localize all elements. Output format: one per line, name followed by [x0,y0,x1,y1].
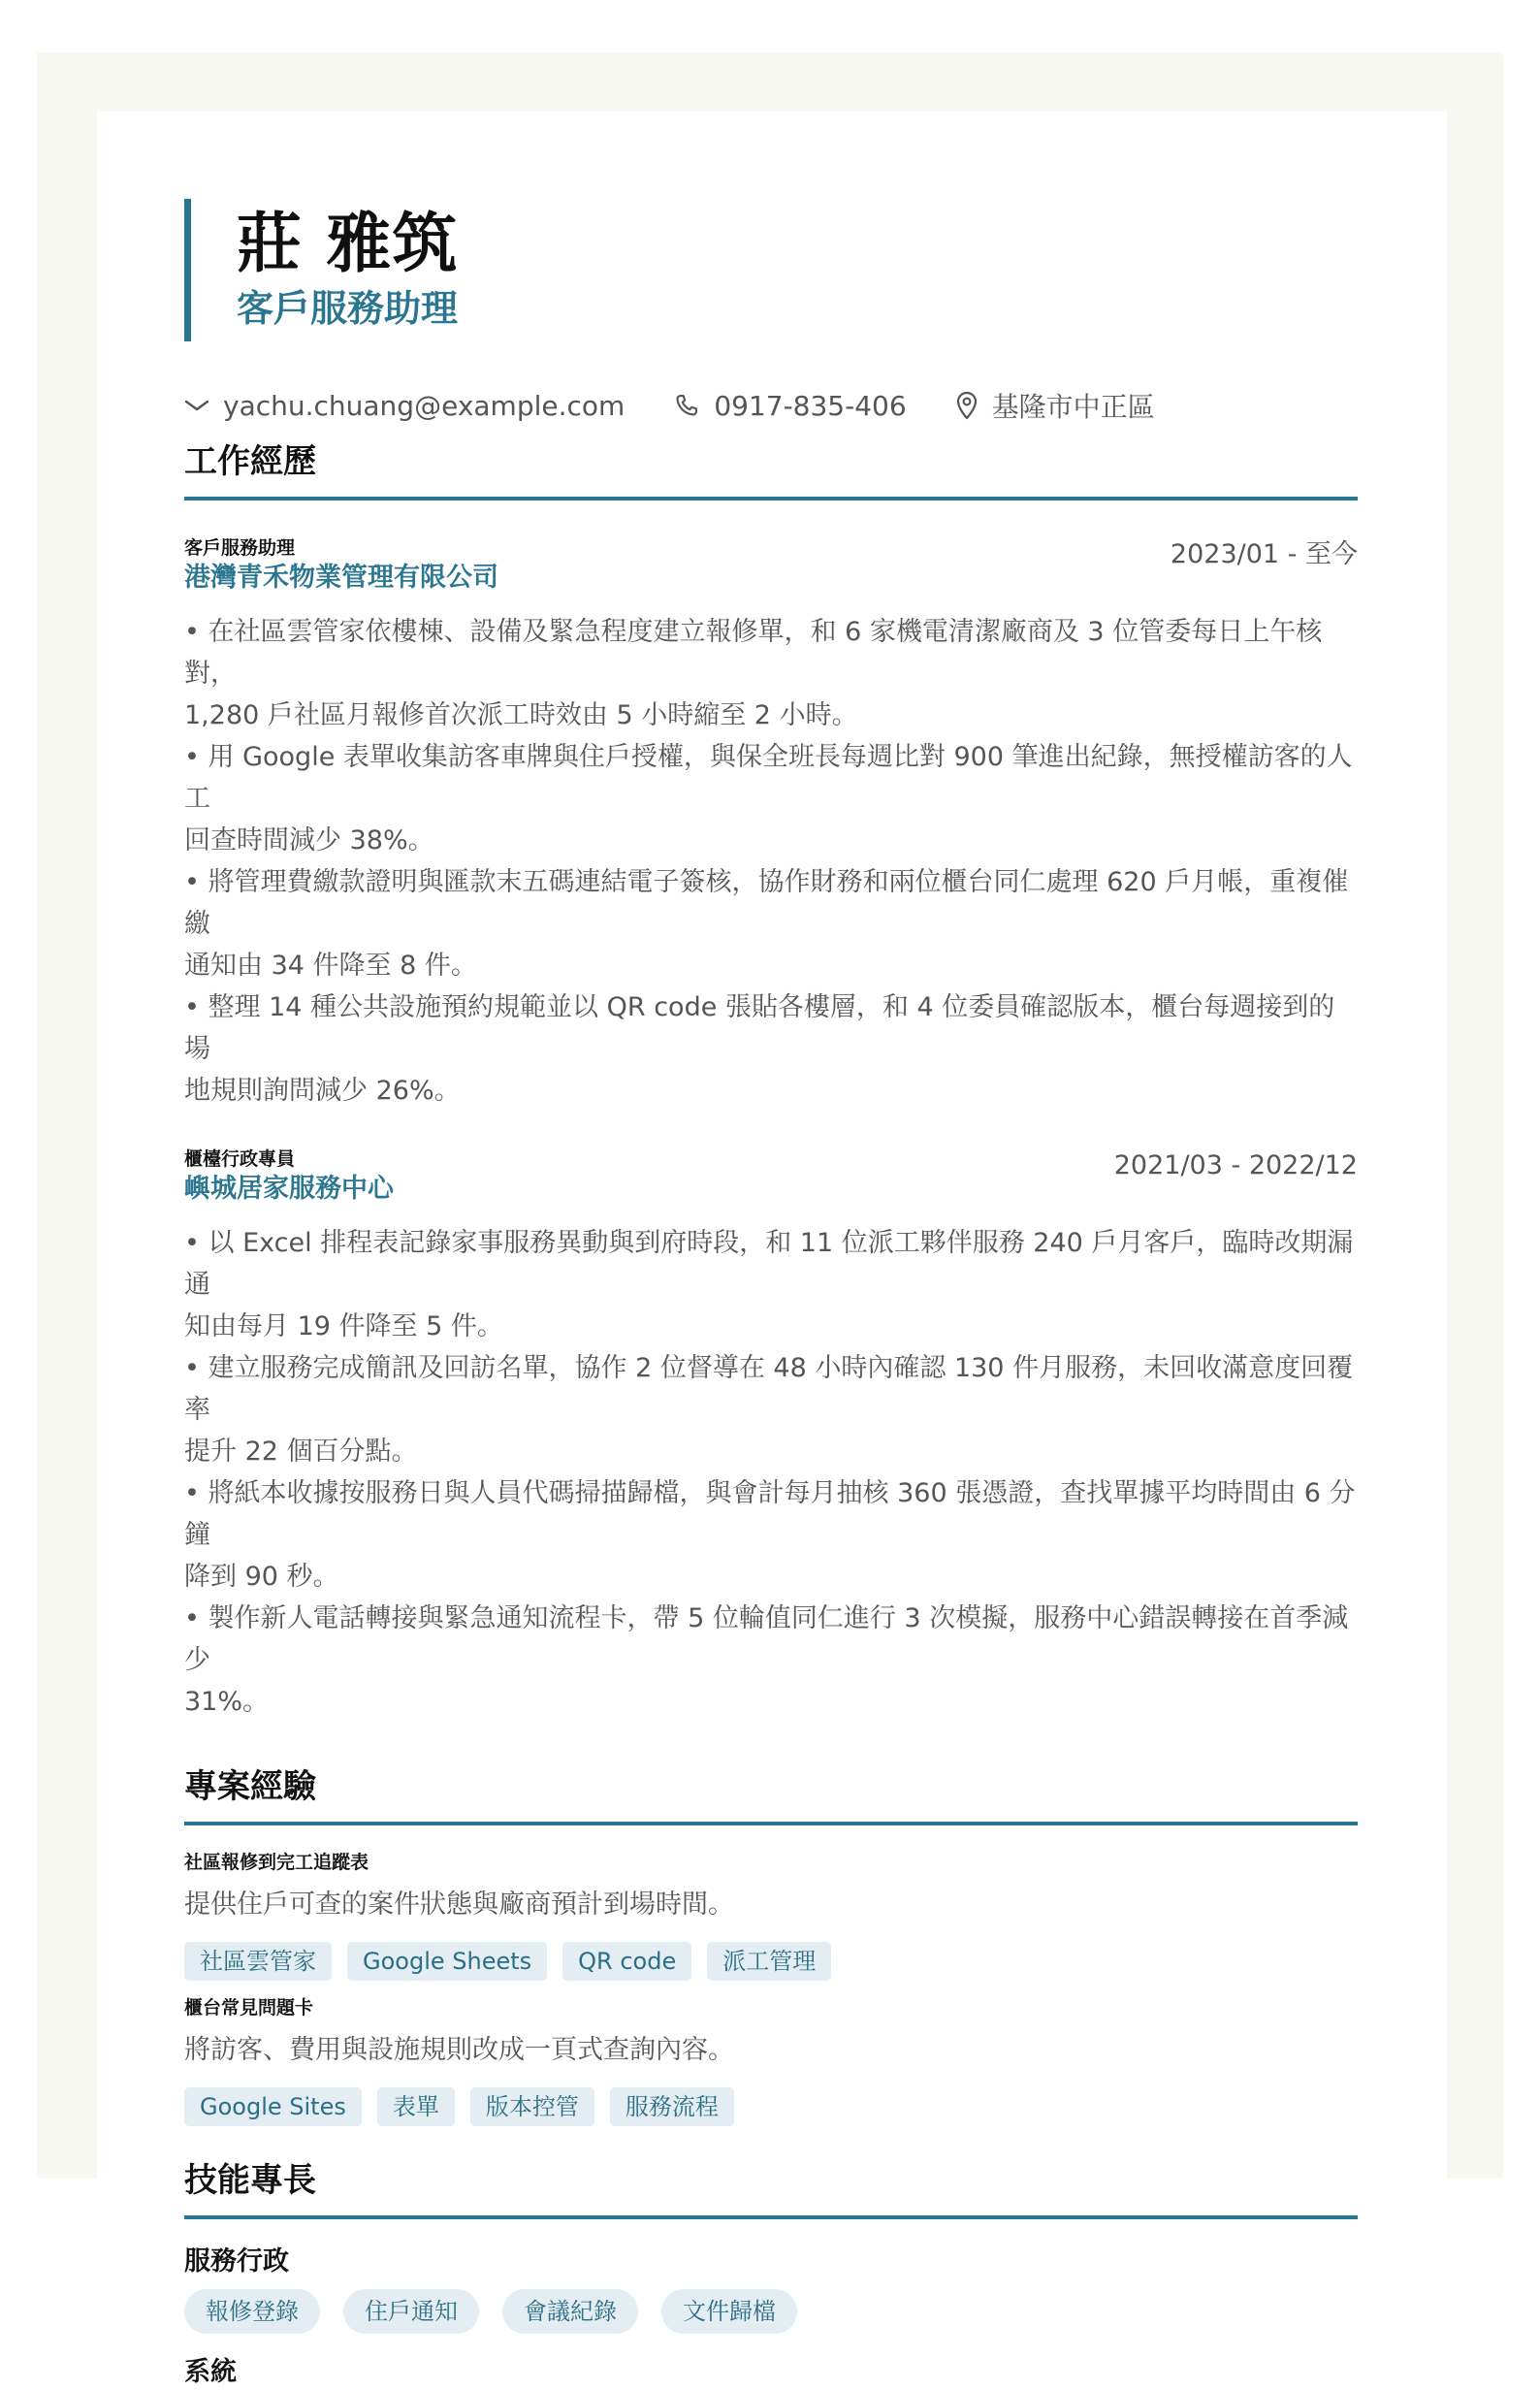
tag: QR code [562,1942,691,1981]
bullet-line: 通知由 34 件降至 8 件。 [184,951,477,981]
tag: 派工管理 [707,1942,831,1981]
skill-pill: 文件歸檔 [661,2289,797,2334]
tag: 表單 [377,2087,455,2126]
project-name: 櫃台常見問題卡 [184,1997,314,2019]
contact-row [184,386,1358,425]
section-title-skills: 技能專長 [184,2159,1358,2219]
job-role: 客戶服務助理 [184,537,296,559]
contact-email[interactable] [184,390,625,422]
email-text: yachu.chuang@example.com [223,389,626,422]
project-tags [184,1942,1358,1981]
project-name: 社區報修到完工追蹤表 [184,1852,369,1873]
resume-content [184,199,1358,2390]
name-block [184,199,1358,341]
tag: 版本控管 [470,2087,594,2126]
skill-group-title: 系統 [184,2357,237,2387]
job-entry [184,535,1358,1112]
job-company: 港灣青禾物業管理有限公司 [184,563,498,593]
bullet-line: • 在社區雲管家依樓棟、設備及緊急程度建立報修單，和 6 家機電清潔廠商及 3 位管委每日上午核對， [184,617,1323,689]
location-text: 基隆市中正區 [991,391,1155,423]
bullet-line: 回查時間減少 38%。 [184,825,434,856]
project-entry [184,1849,1358,1981]
job-entry [184,1147,1358,1723]
location-pin-icon [955,391,979,420]
phone-text: 0917-835-406 [714,389,907,422]
mail-icon [184,398,209,413]
bullet-line: 地規則詢問減少 26%。 [184,1076,461,1106]
skill-pills [184,2289,1358,2334]
contact-phone[interactable] [673,390,906,422]
job-bullets [184,611,1358,1112]
tag: Google Sites [184,2087,362,2126]
job-role: 櫃檯行政專員 [184,1148,296,1170]
person-name: 莊 雅筑 [237,206,459,281]
skill-pill: 住戶通知 [343,2289,479,2334]
bullet-line: • 建立服務完成簡訊及回訪名單，協作 2 位督導在 48 小時內確認 130 件月服務，未回收滿意度回覆率 [184,1353,1354,1425]
section-title-work: 工作經歷 [184,440,1358,501]
contact-location [955,386,1155,425]
bullet-line: • 用 Google 表單收集訪客車牌與住戶授權，與保全班長每週比對 900 筆進出紀錄，無授權訪客的人工 [184,742,1353,814]
project-entry [184,1994,1358,2126]
work-section [184,440,1358,1723]
project-tags [184,2087,1358,2126]
project-desc: 提供住戶可查的案件狀態與廠商預計到場時間。 [184,1889,734,1920]
bullet-line: • 以 Excel 排程表記錄家事服務異動與到府時段，和 11 位派工夥伴服務 240 戶月客戶，臨時改期漏通 [184,1228,1354,1300]
bullet-line: 31%。 [184,1687,270,1717]
skill-group [184,2355,1358,2390]
bullet-line: 提升 22 個百分點。 [184,1437,418,1467]
bullet-line: 1,280 戶社區月報修首次派工時效由 5 小時縮至 2 小時。 [184,700,858,730]
bullet-line: • 將管理費繳款證明與匯款末五碼連結電子簽核，協作財務和兩位櫃台同仁處理 620 戶月帳，重複催繳 [184,867,1349,939]
skill-pill: 報修登錄 [184,2289,320,2334]
skill-pill: 會議紀錄 [502,2289,638,2334]
tag: 社區雲管家 [184,1942,332,1981]
tag: 服務流程 [610,2087,734,2126]
skill-group [184,2245,1358,2334]
job-title: 客戶服務助理 [237,287,459,330]
job-date: 2021/03 - 2022/12 [1113,1150,1358,1180]
projects-section [184,1765,1358,2126]
skills-section [184,2159,1358,2390]
bullet-line: 降到 90 秒。 [184,1562,339,1592]
bullet-line: • 整理 14 種公共設施預約規範並以 QR code 張貼各樓層，和 4 位委員確認版本，櫃台每週接到的場 [184,992,1335,1064]
job-date: 2023/01 - 至今 [1170,539,1358,569]
project-desc: 將訪客、費用與設施規則改成一頁式查詢內容。 [184,2035,734,2065]
bullet-line: • 將紙本收據按服務日與人員代碼掃描歸檔，與會計每月抽核 360 張憑證，查找單據平均時間由 6 分鐘 [184,1478,1356,1550]
job-bullets [184,1222,1358,1723]
skill-group-title: 服務行政 [184,2246,289,2277]
section-title-projects: 專案經驗 [184,1765,1358,1825]
job-company: 嶼城居家服務中心 [184,1174,394,1204]
phone-icon [673,392,700,419]
bullet-line: 知由每月 19 件降至 5 件。 [184,1311,503,1341]
tag: Google Sheets [347,1942,547,1981]
bullet-line: • 製作新人電話轉接與緊急通知流程卡，帶 5 位輪值同仁進行 3 次模擬，服務中心錯誤轉接在首季減少 [184,1603,1349,1675]
